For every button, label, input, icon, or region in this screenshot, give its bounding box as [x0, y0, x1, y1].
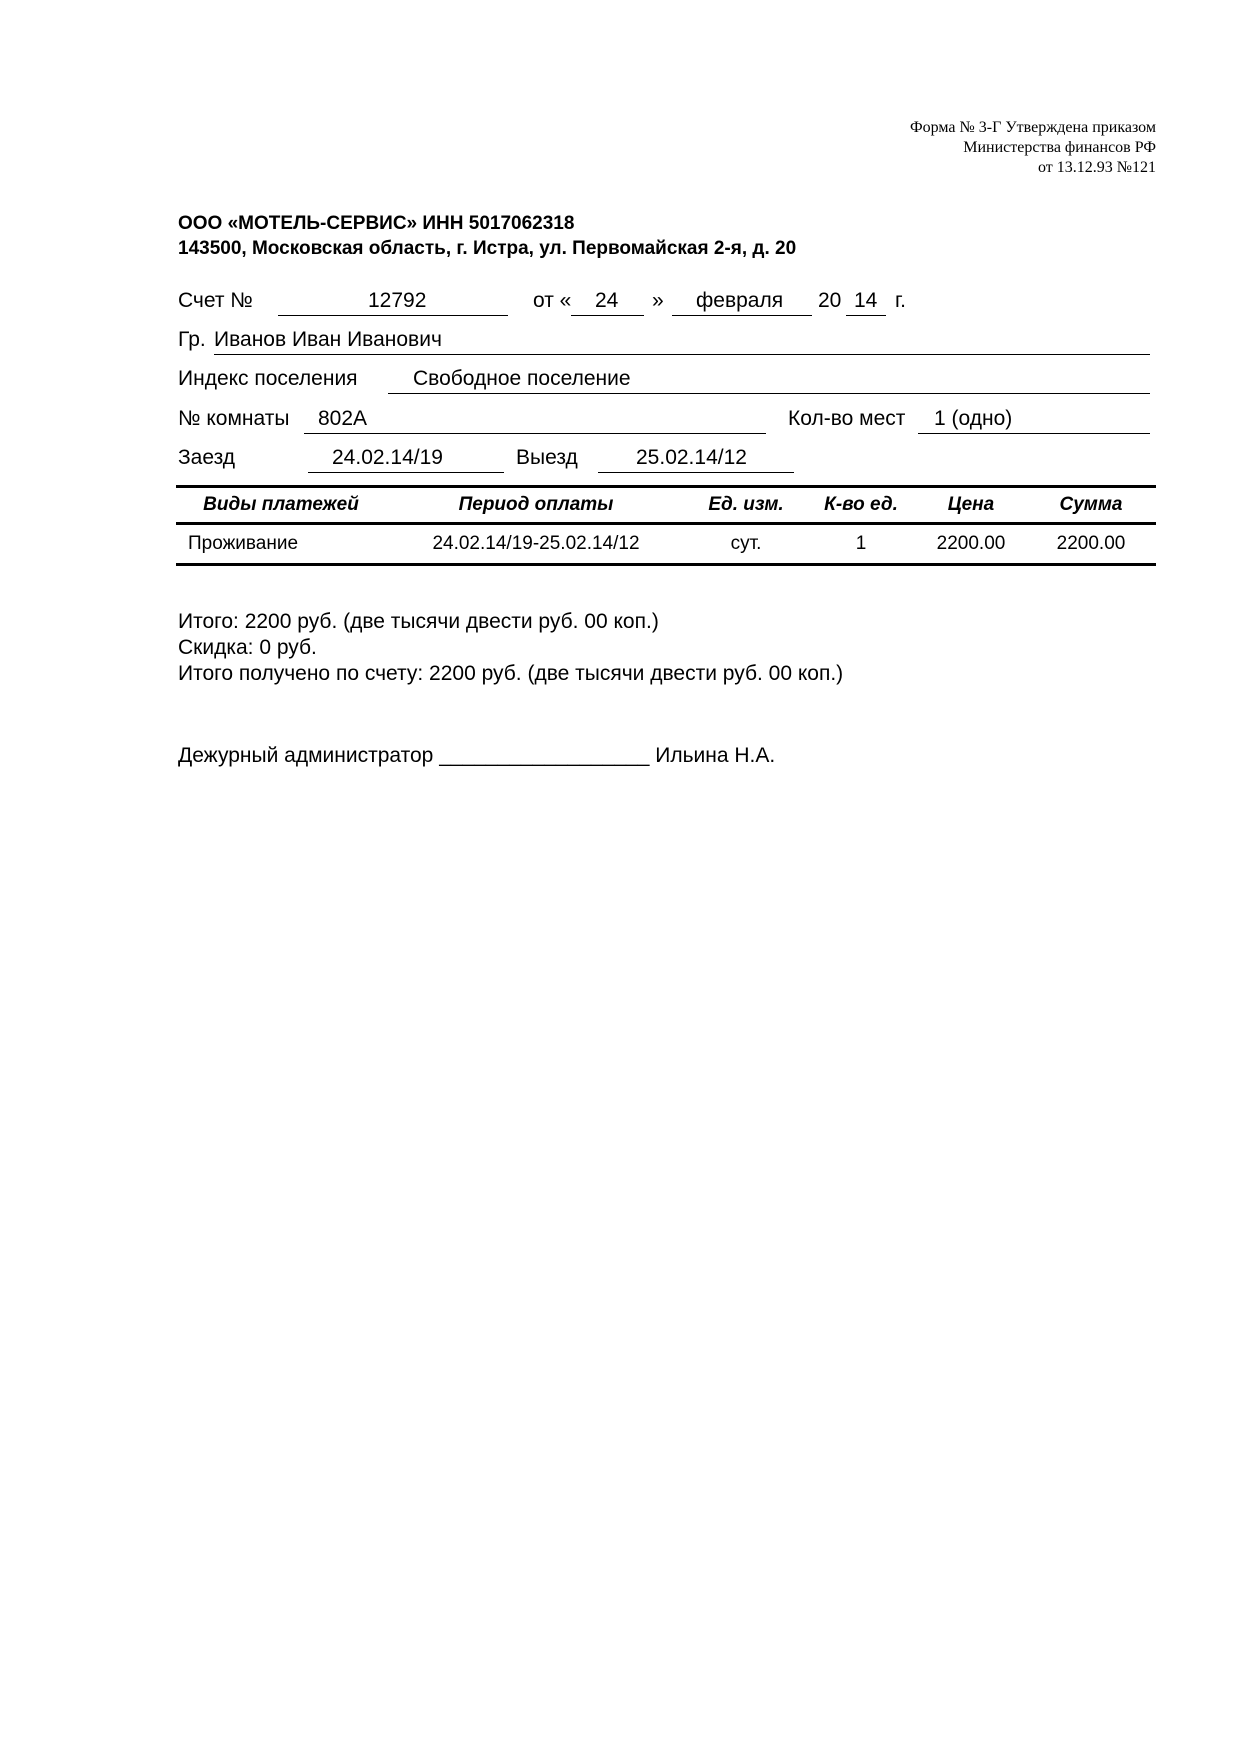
checkin-value: 24.02.14/19	[332, 446, 443, 469]
places-field	[918, 405, 1150, 434]
header-price: Цена	[916, 487, 1026, 524]
guest-name: Иванов Иван Иванович	[214, 328, 442, 351]
invoice-date-from-label: от «	[533, 289, 572, 312]
checkin-field	[308, 444, 504, 473]
form-ref-line-2: Министерства финансов РФ	[963, 139, 1156, 156]
payments-table	[176, 485, 1156, 566]
cell-price: 2200.00	[916, 524, 1026, 565]
invoice-year-value: 14	[854, 289, 878, 312]
checkout-label: Выезд	[516, 446, 578, 469]
form-ref-line-1: Форма № 3-Г Утверждена приказом	[909, 119, 1156, 136]
totals-block	[178, 609, 843, 687]
invoice-number-label: Счет №	[178, 289, 253, 312]
room-field	[304, 405, 766, 434]
cell-unit: сут.	[686, 524, 806, 565]
table-header-row	[176, 487, 1156, 524]
invoice-number-row	[178, 286, 978, 316]
cell-sum: 2200.00	[1026, 524, 1156, 565]
organization-address: 143500, Московская область, г. Истра, ул. Первомайская 2-я, д. 20	[178, 238, 797, 259]
invoice-number-value: 12792	[368, 289, 427, 312]
settlement-label: Индекс поселения	[178, 367, 358, 390]
received-line: Итого получено по счету: 2200 руб. (две тысячи двести руб. 00 коп.)	[178, 662, 844, 685]
room-row	[178, 404, 1150, 434]
header-unit: Ед. изм.	[686, 487, 806, 524]
total-line: Итого: 2200 руб. (две тысячи двести руб. 00 коп.)	[178, 610, 659, 633]
checkout-field	[598, 444, 794, 473]
header-payment-period: Период оплаты	[386, 487, 686, 524]
places-label: Кол-во мест	[788, 407, 906, 430]
places-value: 1 (одно)	[934, 407, 1013, 430]
form-reference	[910, 118, 1156, 178]
settlement-field	[388, 365, 1150, 394]
signature-name: Ильина Н.А.	[655, 744, 776, 767]
organization-header	[178, 211, 796, 261]
invoice-year-prefix: 20	[818, 289, 842, 312]
organization-name: ООО «МОТЕЛЬ-СЕРВИС» ИНН 5017062318	[178, 213, 575, 234]
room-value: 802А	[318, 407, 368, 430]
checkout-value: 25.02.14/12	[636, 446, 747, 469]
settlement-value: Свободное поселение	[413, 367, 631, 390]
signature-line: __________________	[439, 744, 650, 767]
signature-row	[178, 743, 775, 773]
invoice-year-field	[846, 287, 886, 316]
guest-row	[178, 325, 1150, 355]
invoice-year-suffix: г.	[895, 289, 906, 312]
invoice-number-field	[278, 287, 508, 316]
checkin-label: Заезд	[178, 446, 236, 469]
stay-row	[178, 443, 798, 473]
header-payment-type: Виды платежей	[176, 487, 386, 524]
discount-line: Скидка: 0 руб.	[178, 636, 317, 659]
header-quantity: К-во ед.	[806, 487, 916, 524]
cell-payment-period: 24.02.14/19-25.02.14/12	[386, 524, 686, 565]
cell-payment-type: Проживание	[176, 524, 386, 565]
header-sum: Сумма	[1026, 487, 1156, 524]
guest-label: Гр.	[178, 328, 206, 351]
invoice-month-field	[672, 287, 812, 316]
table-row	[176, 524, 1156, 565]
guest-field	[214, 326, 1150, 355]
room-label: № комнаты	[178, 407, 290, 430]
form-ref-line-3: от 13.12.93 №121	[1037, 159, 1156, 176]
settlement-row	[178, 364, 1150, 394]
invoice-day-value: 24	[595, 289, 619, 312]
signature-label: Дежурный администратор	[178, 744, 434, 767]
invoice-day-close-quote: »	[652, 289, 664, 312]
invoice-month-value: февраля	[696, 289, 784, 312]
invoice-day-field	[571, 287, 644, 316]
cell-quantity: 1	[806, 524, 916, 565]
